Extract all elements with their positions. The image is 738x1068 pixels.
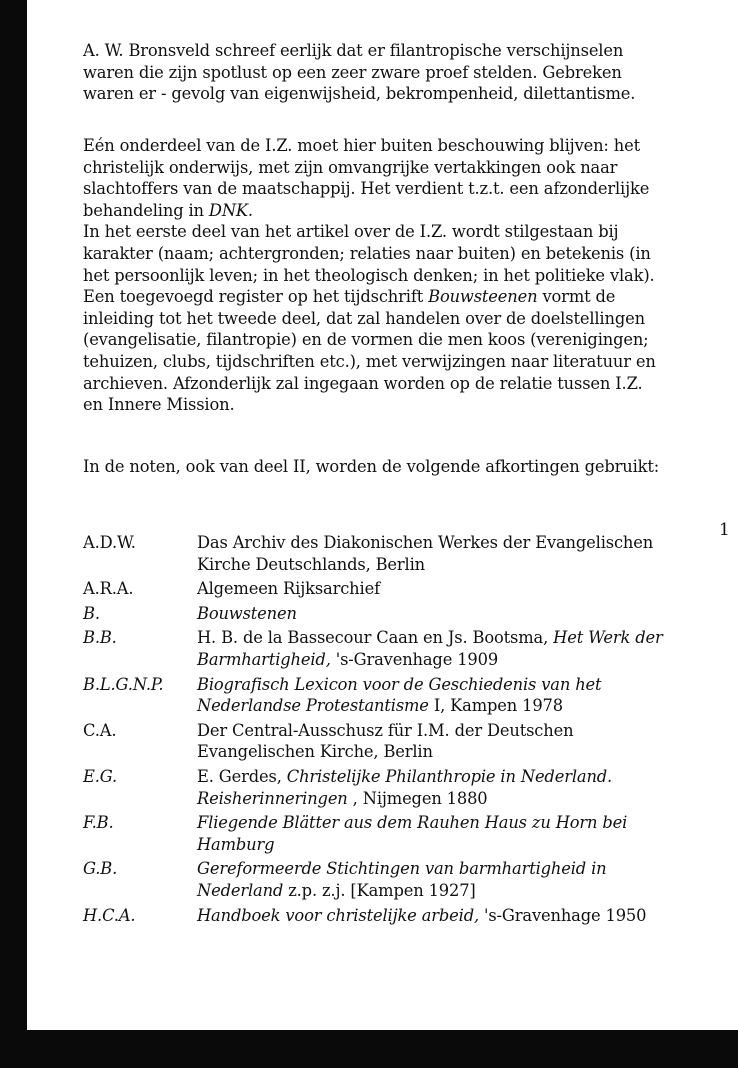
abbreviation-text: Gereformeerde Stichtingen van barmhartigheid in Nederland bbox=[197, 859, 607, 900]
abbreviation-description bbox=[197, 766, 667, 809]
abbreviation-description bbox=[197, 858, 667, 901]
abbreviation-text: H. B. de la Bassecour Caan en Js. Bootsma, bbox=[197, 628, 554, 648]
abbreviation-description bbox=[197, 578, 667, 600]
abbreviation-row bbox=[83, 578, 673, 600]
abbreviation-key: G.B. bbox=[83, 859, 118, 879]
abbreviation-description bbox=[197, 905, 667, 927]
abbreviation-text: Der Central-Ausschusz für I.M. der Deutschen Evangelischen Kirche, Berlin bbox=[197, 720, 574, 762]
abbreviation-key: A.R.A. bbox=[83, 579, 134, 599]
abbreviation-text: Biografisch Lexicon voor de Geschiedenis van het Nederlandse Protestantisme bbox=[197, 674, 602, 716]
abbreviation-text: E. Gerdes, bbox=[197, 766, 287, 786]
paragraph-3-rest: vormt de inleiding tot het tweede deel, dat zal handelen over de doelstellingen (evangelisatie, filantropie) en de vormen die men koos (verenigingen; tehuizen, clubs, tijdschriften etc.), met verwijzingen naar literatuur en archieven. Afzonderlijk zal ingegaan worden op de relatie tussen I.Z. en Innere Mission. bbox=[83, 287, 656, 415]
abbreviation-description bbox=[197, 812, 667, 855]
abbreviation-row bbox=[83, 766, 673, 809]
abbreviation-text: Fliegende Blätter aus dem Rauhen Haus zu Horn bei Hamburg bbox=[197, 813, 628, 854]
abbreviation-description bbox=[197, 603, 667, 625]
abbreviations-intro: In de noten, ook van deel II, worden de volgende afkortingen gebruikt: bbox=[83, 457, 660, 476]
abbreviation-text: z.p. z.j. [Kampen 1927] bbox=[283, 880, 476, 900]
abbreviation-row bbox=[83, 905, 673, 927]
paragraph-3-title: Bouwsteenen bbox=[428, 287, 538, 307]
abbreviation-key: B.L.G.N.P. bbox=[83, 674, 164, 694]
scan-left-border bbox=[0, 0, 27, 1068]
abbreviation-text: Het Werk der Barmhartigheid, bbox=[197, 628, 663, 669]
abbreviation-row bbox=[83, 858, 673, 901]
abbreviation-key: H.C.A. bbox=[83, 905, 136, 925]
abbreviation-key: E.G. bbox=[83, 766, 118, 786]
abbreviation-key: B.B. bbox=[83, 628, 117, 648]
abbreviation-text: Das Archiv des Diakonischen Werkes der Evangelischen Kirche Deutschlands, Berlin bbox=[197, 533, 654, 574]
abbreviation-row bbox=[83, 674, 673, 717]
abbreviation-text: Handboek voor christelijke arbeid, bbox=[197, 905, 479, 925]
abbreviation-key: A.D.W. bbox=[83, 533, 136, 552]
abbreviation-description bbox=[197, 674, 667, 717]
abbreviation-list bbox=[83, 532, 673, 929]
scan-bottom-border bbox=[0, 1030, 738, 1068]
abbreviation-description bbox=[197, 532, 667, 575]
paragraph-2-text: Eén onderdeel van de I.Z. moet hier buiten beschouwing blijven: het christelijk onderwijs, met zijn omvangrijke vertakkingen ook naar slachtoffers van de maatschappij. Het verdient t.z.t. een afzonderlijke behandeling in bbox=[83, 136, 650, 220]
abbreviation-text: 's-Gravenhage 1950 bbox=[479, 905, 647, 925]
abbreviation-row bbox=[83, 812, 673, 855]
page-number: 1 bbox=[719, 520, 730, 540]
paragraph-2-title: DNK. bbox=[208, 200, 253, 220]
abbreviation-key: C.A. bbox=[83, 720, 117, 740]
abbreviation-text: Christelijke Philanthropie in Nederland. Reisherinneringen bbox=[197, 766, 613, 808]
abbreviation-text: 's-Gravenhage 1909 bbox=[330, 649, 499, 669]
abbreviation-description bbox=[197, 720, 667, 763]
paragraph-3-text: In het eerste deel van het artikel over de I.Z. wordt stilgestaan bij karakter (naam; achtergronden; relaties naar buiten) en betekenis (in het persoonlijk leven; in het theologisch denken; in het politieke vlak). Een toegevoegd register op het tijdschrift bbox=[83, 222, 655, 307]
abbreviation-description bbox=[197, 627, 667, 670]
abbreviation-row bbox=[83, 720, 673, 763]
paragraph-1: A. W. Bronsveld schreef eerlijk dat er filantropische verschijnselen waren die zijn spotlust op een zeer zware proef stelden. Gebreken waren er - gevolg van eigenwijsheid, bekrompenheid, dilettantisme. bbox=[83, 41, 636, 104]
abbreviation-text: I, Kampen 1978 bbox=[428, 696, 563, 716]
abbreviation-row bbox=[83, 532, 673, 575]
paragraph-2 bbox=[83, 135, 666, 416]
abbreviation-key: B. bbox=[83, 603, 100, 623]
abbreviation-row bbox=[83, 627, 673, 670]
abbreviation-key: F.B. bbox=[83, 813, 114, 833]
abbreviation-text: Bouwstenen bbox=[197, 603, 297, 623]
abbreviation-row bbox=[83, 603, 673, 625]
abbreviation-text: , Nijmegen 1880 bbox=[347, 788, 488, 808]
abbreviation-text: Algemeen Rijksarchief bbox=[197, 579, 380, 599]
